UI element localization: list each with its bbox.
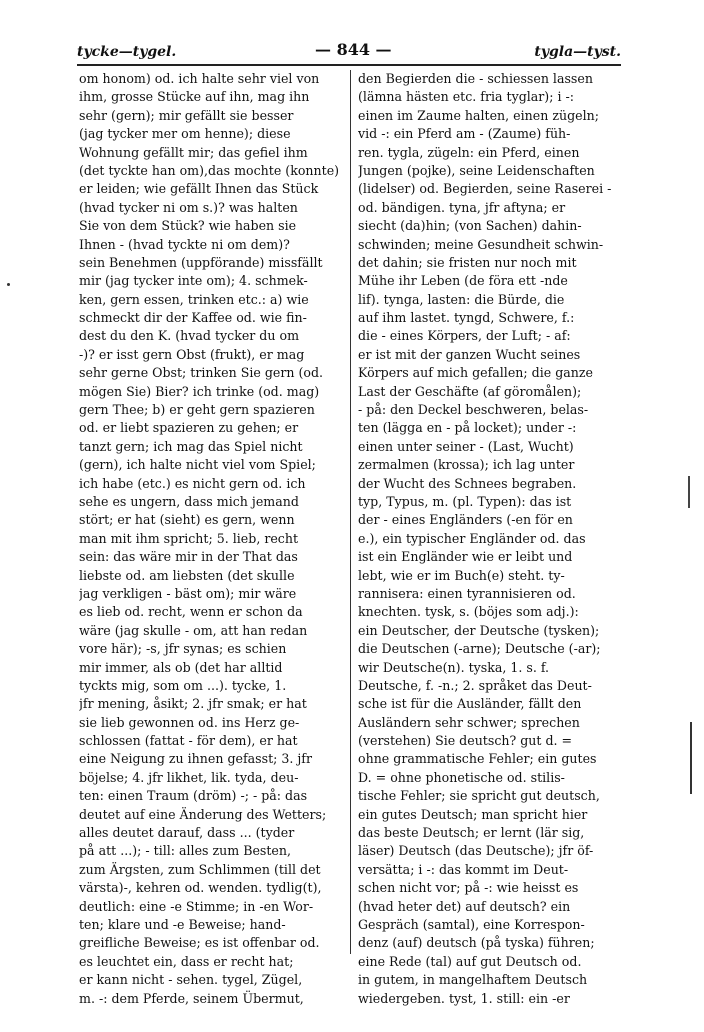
text-line: Gespräch (samtal), eine Korrespon- xyxy=(358,916,585,932)
text-line: schmeckt dir der Kaffee od. wie fin- xyxy=(79,310,307,326)
text-line: läser) Deutsch (das Deutsche); jfr öf- xyxy=(358,843,594,859)
text-line: ken, gern essen, trinken etc.: a) wie xyxy=(79,291,309,307)
text-line: ren. tygla, zügeln: ein Pferd, einen xyxy=(358,144,580,160)
text-line: schlossen (fattat - för dem), er hat xyxy=(79,733,298,749)
text-line: lebt, wie er im Buch(e) steht. ty- xyxy=(358,567,565,583)
text-line: ein gutes Deutsch; man spricht hier xyxy=(358,806,588,822)
text-line: schen nicht vor; på -: wie heisst es xyxy=(358,880,579,896)
text-line: denz (auf) deutsch (på tyska) führen; xyxy=(358,935,595,951)
text-line: på att ...); - till: alles zum Besten, xyxy=(79,843,291,859)
text-line: jag verkligen - bäst om); mir wäre xyxy=(79,585,297,601)
margin-speck xyxy=(7,283,10,286)
text-line: eine Rede (tal) auf gut Deutsch od. xyxy=(358,953,582,969)
text-line: einen im Zaume halten, einen zügeln; xyxy=(358,107,599,123)
text-line: zermalmen (krossa); ich lag unter xyxy=(358,457,575,473)
text-line: einen unter seiner - (Last, Wucht) xyxy=(358,438,574,454)
text-line: Deutsche, f. -n.; 2. språket das Deut- xyxy=(358,677,592,693)
text-line: mir (jag tycker inte om); 4. schmek- xyxy=(79,273,308,289)
text-line: wiedergeben. tyst, 1. still: ein -er xyxy=(358,990,570,1006)
text-line: m. -: dem Pferde, seinem Übermut, xyxy=(79,990,304,1006)
text-line: ein Deutscher, der Deutsche (tysken); xyxy=(358,622,600,638)
text-line: alles deutet darauf, dass ... (tyder xyxy=(79,825,295,841)
text-line: vore här); -s, jfr synas; es schien xyxy=(79,641,287,657)
text-line: sche ist für die Ausländer, fällt den xyxy=(358,696,582,712)
text-line: ohne grammatische Fehler; ein gutes xyxy=(358,751,597,767)
header-right-catchword: tygla—tyst. xyxy=(534,44,621,60)
text-line: tyckts mig, som om ...). tycke, 1. xyxy=(79,677,287,693)
text-line: ten; klare und -e Beweise; hand- xyxy=(79,916,286,932)
text-line: das beste Deutsch; er lernt (lär sig, xyxy=(358,825,585,841)
text-line: e.), ein typischer Engländer od. das xyxy=(358,530,586,546)
text-line: der Wucht des Schnees begraben. xyxy=(358,475,577,491)
text-line: lif). tynga, lasten: die Bürde, die xyxy=(358,291,565,307)
text-line: der - eines Engländers (-en för en xyxy=(358,512,573,528)
right-column xyxy=(358,70,626,1008)
text-line: man mit ihm spricht; 5. lieb, recht xyxy=(79,530,299,546)
text-line: wäre (jag skulle - om, att han redan xyxy=(79,622,308,638)
text-line: - på: den Deckel beschweren, belas- xyxy=(358,402,589,418)
text-line: siecht (da)hin; (von Sachen) dahin- xyxy=(358,218,582,234)
text-line: stört; er hat (sieht) es gern, wenn xyxy=(79,512,295,528)
text-line: greifliche Beweise; es ist offenbar od. xyxy=(79,935,320,951)
text-line: (jag tycker mer om henne); diese xyxy=(79,126,291,142)
text-line: rannisera: einen tyrannisieren od. xyxy=(358,585,576,601)
text-line: die - eines Körpers, der Luft; - af: xyxy=(358,328,571,344)
text-line: typ, Typus, m. (pl. Typen): das ist xyxy=(358,493,572,509)
page-number: — 844 — xyxy=(315,40,392,59)
header-rule xyxy=(77,64,621,66)
text-line: Wohnung gefällt mir; das gefiel ihm xyxy=(79,144,308,160)
text-line: dest du den K. (hvad tycker du om xyxy=(79,328,300,344)
text-line: sehr gerne Obst; trinken Sie gern (od. xyxy=(79,365,324,381)
text-line: (hvad tycker ni om s.)? was halten xyxy=(79,199,298,215)
text-line: (gern), ich halte nicht viel vom Spiel; xyxy=(79,457,316,473)
text-line: vid -: ein Pferd am - (Zaume) füh- xyxy=(358,126,571,142)
text-line: sein: das wäre mir in der That das xyxy=(79,549,298,565)
text-line: Ihnen - (hvad tyckte ni om dem)? xyxy=(79,236,290,252)
text-line: D. = ohne phonetische od. stilis- xyxy=(358,769,565,785)
text-line: tische Fehler; sie spricht gut deutsch, xyxy=(358,788,600,804)
text-line: mögen Sie) Bier? ich trinke (od. mag) xyxy=(79,383,320,399)
text-line: (hvad heter det) auf deutsch? ein xyxy=(358,898,571,914)
text-line: böjelse; 4. jfr likhet, lik. tyda, deu- xyxy=(79,769,299,785)
text-line: jfr mening, åsikt; 2. jfr smak; er hat xyxy=(79,696,307,712)
text-line: in gutem, in mangelhaftem Deutsch xyxy=(358,972,588,988)
text-line: eine Neigung zu ihnen gefasst; 3. jfr xyxy=(79,751,312,767)
text-line: värsta)-, kehren od. wenden. tydlig(t), xyxy=(79,880,322,896)
text-line: od. bändigen. tyna, jfr aftyna; er xyxy=(358,199,566,215)
left-column xyxy=(79,70,349,1008)
text-line: -)? er isst gern Obst (frukt), er mag xyxy=(79,346,305,362)
margin-mark xyxy=(688,476,690,508)
text-line: od. er liebt spazieren zu gehen; er xyxy=(79,420,299,436)
text-line: ten (lägga en - på locket); under -: xyxy=(358,420,577,436)
header-left-catchword: tycke—tygel. xyxy=(77,44,177,60)
text-line: Ausländern sehr schwer; sprechen xyxy=(358,714,580,730)
text-line: schwinden; meine Gesundheit schwin- xyxy=(358,236,604,252)
text-line: sehe es ungern, dass mich jemand xyxy=(79,493,299,509)
text-line: Last der Geschäfte (af göromålen); xyxy=(358,383,582,399)
margin-mark xyxy=(690,722,692,794)
text-line: (lidelser) od. Begierden, seine Raserei - xyxy=(358,181,612,197)
text-line: er kann nicht - sehen. tygel, Zügel, xyxy=(79,972,303,988)
text-line: ich habe (etc.) es nicht gern od. ich xyxy=(79,475,306,491)
text-line: knechten. tysk, s. (böjes som adj.): xyxy=(358,604,579,620)
text-line: tanzt gern; ich mag das Spiel nicht xyxy=(79,438,303,454)
text-line: die Deutschen (-arne); Deutsche (-ar); xyxy=(358,641,601,657)
text-line: er leiden; wie gefällt Ihnen das Stück xyxy=(79,181,319,197)
text-line: Sie von dem Stück? wie haben sie xyxy=(79,218,297,234)
text-line: gern Thee; b) er geht gern spazieren xyxy=(79,402,315,418)
text-line: Mühe ihr Leben (de föra ett -nde xyxy=(358,273,568,289)
text-line: deutet auf eine Änderung des Wetters; xyxy=(79,806,327,822)
text-line: sehr (gern); mir gefällt sie besser xyxy=(79,107,294,123)
text-line: sein Benehmen (uppförande) missfällt xyxy=(79,254,323,270)
text-line: es leuchtet ein, dass er recht hat; xyxy=(79,953,294,969)
text-line: wir Deutsche(n). tyska, 1. s. f. xyxy=(358,659,550,675)
text-line: ist ein Engländer wie er leibt und xyxy=(358,549,573,565)
text-line: (lämna hästen etc. fria tyglar); i -: xyxy=(358,89,575,105)
text-line: versätta; i -: das kommt im Deut- xyxy=(358,861,569,877)
text-line: es lieb od. recht, wenn er schon da xyxy=(79,604,303,620)
text-line: sie lieb gewonnen od. ins Herz ge- xyxy=(79,714,300,730)
text-line: liebste od. am liebsten (det skulle xyxy=(79,567,295,583)
text-line: om honom) od. ich halte sehr viel von xyxy=(79,71,320,86)
text-line: (verstehen) Sie deutsch? gut d. = xyxy=(358,733,573,749)
text-line: auf ihm lastet. tyngd, Schwere, f.: xyxy=(358,310,575,326)
column-divider xyxy=(350,70,351,954)
text-line: Jungen (pojke), seine Leidenschaften xyxy=(358,162,595,178)
page-header xyxy=(77,40,621,62)
text-line: zum Ärgsten, zum Schlimmen (till det xyxy=(79,861,321,877)
text-line: det dahin; sie fristen nur noch mit xyxy=(358,254,577,270)
text-line: ten: einen Traum (dröm) -; - på: das xyxy=(79,788,308,804)
text-line: (det tyckte han om),das mochte (konnte) xyxy=(79,162,340,178)
text-line: mir immer, als ob (det har alltid xyxy=(79,659,283,675)
text-line: den Begierden die - schiessen lassen xyxy=(358,71,593,86)
text-line: Körpers auf mich gefallen; die ganze xyxy=(358,365,593,381)
text-line: deutlich: eine -e Stimme; in -en Wor- xyxy=(79,898,314,914)
text-line: ihm, grosse Stücke auf ihn, mag ihn xyxy=(79,89,310,105)
text-line: er ist mit der ganzen Wucht seines xyxy=(358,346,581,362)
